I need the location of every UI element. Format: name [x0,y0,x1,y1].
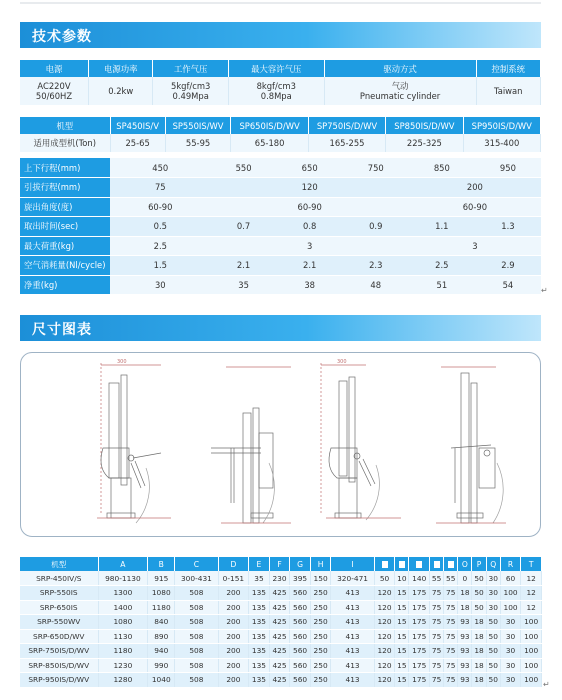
dimension-table-cell: 35 [249,571,270,586]
dimension-table-cell: 75 [430,586,444,601]
dimension-table-cell: 75 [444,629,458,644]
dimension-table-cell: 1180 [148,600,175,615]
spec-value-cell: 0.7 [211,217,277,237]
spec-value-cell: 950 [475,158,541,178]
model-table-header: SP550IS/WV [165,117,231,134]
dimension-table-cell: 0-151 [218,571,249,586]
dimension-table-cell: SRP-550IS [20,586,98,601]
dimension-table-cell: 75 [430,600,444,615]
power-table-header: 电源 [20,60,89,77]
dimension-table-cell: 320-471 [331,571,374,586]
model-table-cell: 315-400 [463,134,540,152]
spec-value-cell: 54 [475,275,541,295]
dimension-table-header: R [500,557,521,571]
dimension-table-cell: 120 [374,615,395,630]
power-table-cell-line: 50/60HZ [35,91,73,101]
power-table-cell-line: 5kgf/cm3 [170,81,211,91]
power-table-cell-line: Pneumatic cylinder [359,91,441,101]
dimension-table-cell: 18 [472,658,486,673]
dimension-table-cell: 120 [374,600,395,615]
dimension-table-cell: 30 [500,629,521,644]
dimension-table-header: Q [486,557,500,571]
dimension-drawing [20,352,541,537]
dimension-table-cell: 175 [409,658,430,673]
dimension-table-cell: 93 [458,673,472,688]
dimension-table-cell: 200 [218,600,249,615]
dimension-table-cell: 50 [374,571,395,586]
dimension-table-cell: 15 [395,644,409,659]
spec-table-row [20,256,541,276]
spec-table [20,158,541,295]
dimension-table-header: C [175,557,218,571]
dimension-table-header: F [269,557,290,571]
dimension-table-cell: 30 [500,673,521,688]
spec-row-label: 上下行程(mm) [20,158,110,178]
dimension-table-header: E [249,557,270,571]
dimension-table-cell: 30 [500,644,521,659]
spec-value-cell: 0.5 [110,217,211,237]
dimension-table-cell: 120 [374,673,395,688]
spec-value-cell: 650 [277,158,343,178]
dimension-table-cell: 840 [148,615,175,630]
dimension-table-cell: 15 [395,629,409,644]
dimension-table-cell: 18 [472,673,486,688]
power-table-cell-line: 气动 [391,81,409,91]
power-table-header: 驱动方式 [324,60,476,77]
dimension-table-cell: SRP-750IS/D/WV [20,644,98,659]
dimension-table-cell: SRP-650D/WV [20,629,98,644]
dimension-table-header [444,557,458,571]
model-table-cell: 55-95 [165,134,231,152]
dimension-table-row [20,644,542,659]
dimension-table-cell: 560 [290,644,311,659]
dimension-table-cell: 1400 [98,600,148,615]
dimension-table-cell: 175 [409,673,430,688]
dimension-table-cell: 120 [374,658,395,673]
dimension-table-cell: 15 [395,615,409,630]
dimension-table-cell: 135 [249,615,270,630]
dimension-table-cell: 250 [310,586,331,601]
square-symbol-icon [416,561,422,568]
spec-value-cell: 30 [110,275,211,295]
dimension-table-cell: 425 [269,644,290,659]
spec-value-cell: 3 [211,236,409,256]
dimension-table-cell: 425 [269,673,290,688]
spec-value-cell: 750 [343,158,409,178]
dimension-table-cell: 75 [430,673,444,688]
dimension-table-cell: 100 [521,629,542,644]
dimension-table [20,557,542,688]
dimension-table-cell: 75 [430,615,444,630]
dimension-table-cell: 15 [395,600,409,615]
section-title: 尺寸图表 [32,322,92,338]
dimension-table-cell: 50 [486,629,500,644]
dimension-table-cell: 30 [486,586,500,601]
dimension-table-cell: 100 [521,644,542,659]
dimension-table-cell: 75 [444,600,458,615]
dimension-table-cell: 135 [249,673,270,688]
model-table-cell: 225-325 [386,134,463,152]
dimension-table-cell: 100 [500,586,521,601]
dimension-table-cell: 12 [521,600,542,615]
drawing-view-1 [97,363,171,523]
dimension-table-cell: 508 [175,600,218,615]
dimension-table-row [20,673,542,688]
power-table-cell-line: Taiwan [494,86,523,96]
drawing-view-4 [436,367,506,523]
spec-value-cell: 2.1 [211,256,277,276]
section-banner-tech-params [20,22,541,48]
dimension-table-cell: 30 [486,600,500,615]
spec-value-cell: 450 [110,158,211,178]
dimension-table-cell: 18 [458,600,472,615]
power-table-header: 最大容许气压 [228,60,324,77]
square-symbol-icon [382,561,388,568]
dimension-table-cell: 175 [409,615,430,630]
dimension-table-cell: 508 [175,586,218,601]
dimension-table-cell: 230 [269,571,290,586]
spec-value-cell: 2.5 [409,256,475,276]
spec-value-cell: 60-90 [110,197,211,217]
dimension-table-cell: 15 [395,658,409,673]
dimension-table-cell: 915 [148,571,175,586]
dimension-table-cell: 560 [290,586,311,601]
dimension-table-cell: 60 [500,571,521,586]
dimension-table-cell: 425 [269,600,290,615]
dimension-table-row [20,658,542,673]
dimension-table-header [430,557,444,571]
square-symbol-icon [448,561,454,568]
drawing-view-3 [321,363,401,520]
dimension-table-cell: 18 [472,629,486,644]
dimension-table-cell: 18 [472,615,486,630]
dimension-table-cell: 200 [218,673,249,688]
top-rule [0,0,562,6]
spec-table-row [20,275,541,295]
dimension-table-header [395,557,409,571]
dimension-table-header: T [521,557,542,571]
dimension-table-cell: 990 [148,658,175,673]
dimension-table-header: H [310,557,331,571]
spec-value-cell: 550 [211,158,277,178]
dimension-table-cell: SRP-550WV [20,615,98,630]
dimension-table-cell: 12 [521,586,542,601]
dimension-table-cell: 508 [175,673,218,688]
dimension-table-cell: SRP-450IV/S [20,571,98,586]
dimension-table-cell: 150 [310,571,331,586]
spec-row-label: 旋出角度(度) [20,197,110,217]
dimension-table-cell: 135 [249,644,270,659]
paragraph-mark: ↵ [541,286,548,295]
power-table-cell [476,77,541,105]
dimension-table-cell: 250 [310,658,331,673]
dimension-table-cell: 120 [374,644,395,659]
dimension-table-cell: 413 [331,644,374,659]
dimension-table-cell: 1130 [98,629,148,644]
dimension-table-cell: 120 [374,586,395,601]
dimension-table-cell: 980-1130 [98,571,148,586]
dimension-table-cell: 55 [444,571,458,586]
dimension-table-cell: 413 [331,673,374,688]
spec-value-cell: 1.5 [110,256,211,276]
dimension-table-cell: 508 [175,629,218,644]
dimension-table-cell: SRP-850IS/D/WV [20,658,98,673]
dimension-table-cell: 12 [521,571,542,586]
dimension-table-cell: 413 [331,600,374,615]
dimension-table-cell: 50 [486,615,500,630]
dimension-table-cell: 93 [458,644,472,659]
power-table-cell [228,77,324,105]
drawing-view-2 [211,367,291,523]
dimension-table-cell: 1040 [148,673,175,688]
dimension-table-cell: 140 [409,571,430,586]
dimension-table-cell: 75 [444,658,458,673]
dimension-table-cell: 135 [249,658,270,673]
dimension-table-cell: 560 [290,658,311,673]
dimension-table-cell: 93 [458,629,472,644]
dimension-table-cell: 50 [486,644,500,659]
power-table-header: 工作气压 [153,60,228,77]
dimension-table-cell: 175 [409,629,430,644]
dimension-table-cell: 100 [521,615,542,630]
model-table-header: SP650IS/D/WV [231,117,308,134]
dimension-table-cell: 0 [458,571,472,586]
dimension-table-cell: 1180 [98,644,148,659]
dimension-table-cell: 560 [290,600,311,615]
power-table-header: 电源功率 [89,60,153,77]
dimension-table-cell: 425 [269,615,290,630]
section-banner-dimensions [20,315,541,341]
dimension-table-cell: 395 [290,571,311,586]
dimension-table-cell: 50 [486,673,500,688]
dimension-table-cell: 508 [175,644,218,659]
spec-row-label: 取出时间(sec) [20,217,110,237]
power-table-cell [20,77,89,105]
dimension-table-cell: 413 [331,615,374,630]
dimension-table-cell: 75 [444,644,458,659]
dimension-table-row [20,571,542,586]
dimension-table-cell: 250 [310,673,331,688]
dimension-table-cell: 75 [444,615,458,630]
spec-value-cell: 2.1 [277,256,343,276]
dimension-table-cell: 940 [148,644,175,659]
power-table-cell-line: 0.2kw [108,86,134,96]
model-table-cell: 65-180 [231,134,308,152]
dimension-table-cell: 100 [521,673,542,688]
dimension-table-cell: 50 [486,658,500,673]
power-table-cell-line: 8kgf/cm3 [256,81,296,91]
spec-value-cell: 0.9 [343,217,409,237]
drawing-dim-label: 300 [337,359,347,365]
dimension-table-cell: 1080 [148,586,175,601]
dimension-table-cell: SRP-950IS/D/WV [20,673,98,688]
dimension-table-cell: 560 [290,615,311,630]
dimension-table-cell: 425 [269,586,290,601]
dimension-table-cell: 18 [458,586,472,601]
dimension-table-cell: 200 [218,629,249,644]
dimension-table-header: A [98,557,148,571]
model-table-header: 机型 [20,117,110,134]
dimension-table-cell: 75 [444,586,458,601]
spec-table-row [20,158,541,178]
dimension-table-header: B [148,557,175,571]
spec-row-label: 空气消耗量(Nl/cycle) [20,256,110,276]
dimension-table-cell: 50 [472,586,486,601]
spec-table-row [20,197,541,217]
dimension-table-cell: 135 [249,586,270,601]
dimension-table-cell: 100 [521,658,542,673]
dimension-table-cell: 200 [218,586,249,601]
section-title: 技术参数 [32,29,92,45]
spec-value-cell: 850 [409,158,475,178]
dimension-table-cell: 75 [444,673,458,688]
dimension-table-cell: 30 [500,658,521,673]
dimension-table-header [409,557,430,571]
spec-value-cell: 60-90 [211,197,409,217]
dimension-table-cell: 75 [430,644,444,659]
dimension-table-cell: 413 [331,586,374,601]
spec-value-cell: 2.3 [343,256,409,276]
robot-arm-drawings [21,353,542,538]
dimension-table-cell: 100 [500,600,521,615]
model-table [20,117,541,152]
dimension-table-cell: SRP-650IS [20,600,98,615]
drawing-dim-label: 300 [117,359,127,365]
dimension-table-cell: 10 [395,571,409,586]
dimension-table-cell: 135 [249,600,270,615]
dimension-table-cell: 560 [290,629,311,644]
dimension-table-row [20,615,542,630]
dimension-table-cell: 250 [310,600,331,615]
spec-value-cell: 35 [211,275,277,295]
spec-value-cell: 75 [110,178,211,198]
model-table-header: SP950IS/D/WV [463,117,540,134]
spec-value-cell: 200 [409,178,541,198]
model-table-cell: 165-255 [308,134,385,152]
power-table-cell [153,77,228,105]
dimension-table-cell: 250 [310,615,331,630]
dimension-table-cell: 250 [310,644,331,659]
spec-value-cell: 1.1 [409,217,475,237]
power-table-cell-line: 0.49Mpa [172,91,209,101]
dimension-table-cell: 1300 [98,586,148,601]
dimension-table-cell: 175 [409,586,430,601]
dimension-table-cell: 413 [331,658,374,673]
spec-row-label: 净重(kg) [20,275,110,295]
dimension-table-header: P [472,557,486,571]
dimension-table-cell: 425 [269,629,290,644]
dimension-table-cell: 120 [374,629,395,644]
dimension-table-row [20,586,542,601]
dimension-table-header: 机型 [20,557,98,571]
spec-value-cell: 0.8 [277,217,343,237]
spec-table-row [20,178,541,198]
dimension-table-cell: 175 [409,600,430,615]
power-table-cell [324,77,476,105]
dimension-table-cell: 1280 [98,673,148,688]
spec-value-cell: 2.9 [475,256,541,276]
dimension-table-header [374,557,395,571]
dimension-table-cell: 50 [472,600,486,615]
dimension-table-header: G [290,557,311,571]
dimension-table-cell: 50 [472,571,486,586]
spec-table-row [20,217,541,237]
spec-value-cell: 3 [409,236,541,256]
dimension-table-cell: 890 [148,629,175,644]
model-table-cell: 适用成型机(Ton) [20,134,110,152]
model-table-header: SP850IS/D/WV [386,117,463,134]
dimension-table-row [20,600,542,615]
power-table-header: 控制系统 [476,60,541,77]
dimension-table-cell: 200 [218,615,249,630]
spec-table-row [20,236,541,256]
power-table [20,60,541,105]
dimension-table-row [20,629,542,644]
dimension-table-cell: 15 [395,673,409,688]
dimension-table-cell: 200 [218,644,249,659]
dimension-table-cell: 93 [458,615,472,630]
dimension-table-cell: 1230 [98,658,148,673]
dimension-table-cell: 200 [218,658,249,673]
dimension-table-cell: 75 [430,629,444,644]
dimension-table-cell: 175 [409,644,430,659]
spec-value-cell: 51 [409,275,475,295]
spec-value-cell: 48 [343,275,409,295]
dimension-table-cell: 55 [430,571,444,586]
dimension-table-cell: 93 [458,658,472,673]
power-table-cell [89,77,153,105]
dimension-table-cell: 425 [269,658,290,673]
square-symbol-icon [434,561,440,568]
dimension-table-cell: 508 [175,658,218,673]
dimension-table-cell: 300-431 [175,571,218,586]
dimension-table-header: I [331,557,374,571]
dimension-table-cell: 15 [395,586,409,601]
dimension-table-cell: 18 [472,644,486,659]
model-table-cell: 25-65 [110,134,165,152]
dimension-table-cell: 508 [175,615,218,630]
dimension-table-cell: 75 [430,658,444,673]
spec-value-cell: 120 [211,178,409,198]
spec-value-cell: 2.5 [110,236,211,256]
dimension-table-header: D [218,557,249,571]
dimension-table-cell: 250 [310,629,331,644]
dimension-table-cell: 135 [249,629,270,644]
model-table-header: SP750IS/D/WV [308,117,385,134]
dimension-table-cell: 413 [331,629,374,644]
power-table-cell-line: AC220V [37,81,71,91]
dimension-table-header: O [458,557,472,571]
spec-value-cell: 60-90 [409,197,541,217]
spec-value-cell: 38 [277,275,343,295]
dimension-table-cell: 560 [290,673,311,688]
square-symbol-icon [399,561,405,568]
dimension-table-cell: 1080 [98,615,148,630]
spec-row-label: 最大荷重(kg) [20,236,110,256]
spec-value-cell: 1.3 [475,217,541,237]
power-table-cell-line: 0.8Mpa [260,91,292,101]
dimension-table-cell: 30 [500,615,521,630]
spec-row-label: 引拔行程(mm) [20,178,110,198]
paragraph-mark: ↵ [543,680,550,689]
dimension-table-cell: 30 [486,571,500,586]
model-table-header: SP450IS/V [110,117,165,134]
